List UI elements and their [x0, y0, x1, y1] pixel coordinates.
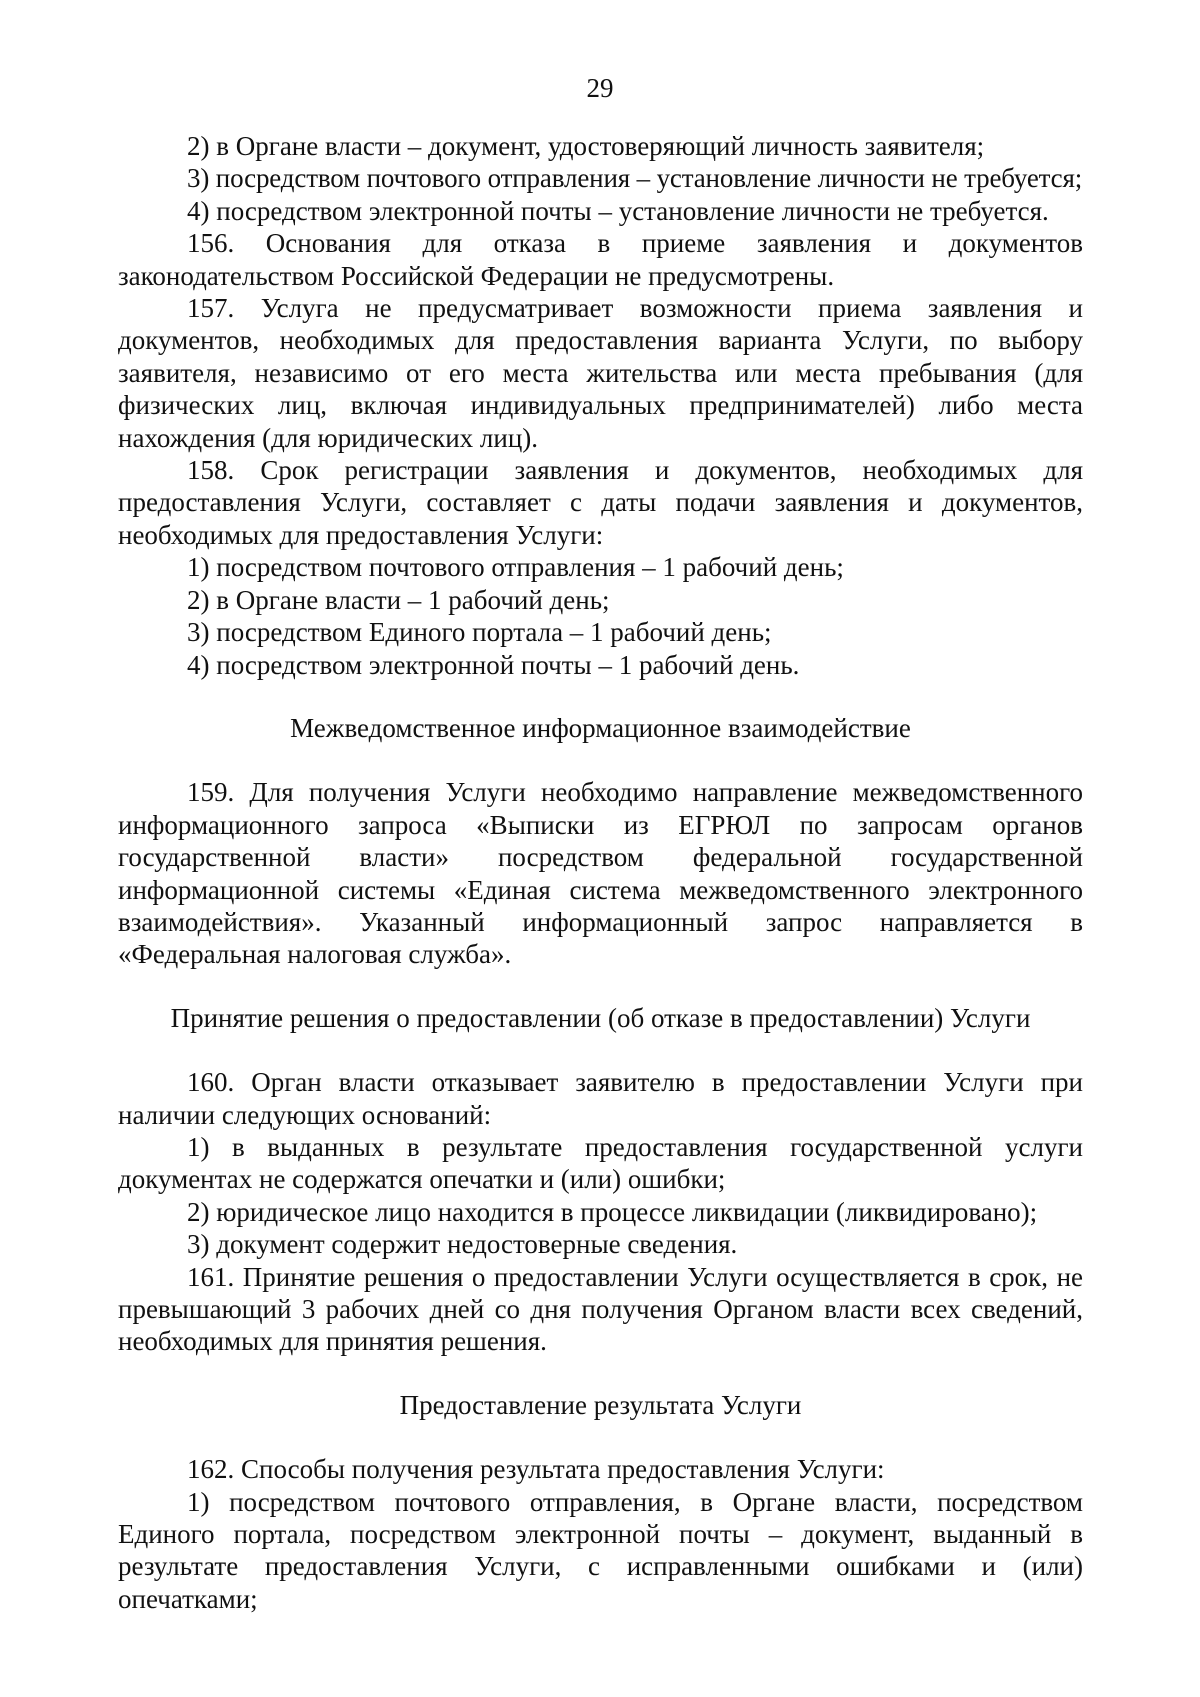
paragraph-162: 162. Способы получения результата предоставления Услуги:	[187, 1454, 885, 1485]
section-heading-decision: Принятие решения о предоставлении (об отказе в предоставлении) Услуги	[170, 1002, 1031, 1033]
list-item-158-3: 3) посредством Единого портала – 1 рабочий день;	[187, 617, 772, 648]
spacer	[118, 1421, 1083, 1453]
spacer	[118, 1358, 1083, 1389]
paragraph-157: 157. Услуга не предусматривает возможности приема заявления и документов, необходимых для предоставления варианта Услуги, по выбору заявителя, независимо от его места жительства или места пребывания (для физических лиц, включая индивидуальных предпринимателей) либо места нахождения (для юридических лиц).	[118, 293, 1083, 453]
document-body	[118, 130, 1083, 1615]
list-item-162-1: 1) посредством почтового отправления, в Органе власти, посредством Единого портала, посредством электронной почты – документ, выданный в результате предоставления Услуги, с исправленными ошибками и (или) опечатками;	[118, 1486, 1083, 1614]
paragraph-158: 158. Срок регистрации заявления и документов, необходимых для предоставления Услуги, составляет с даты подачи заявления и документов, необходимых для предоставления Услуги:	[118, 455, 1083, 550]
list-item-158-2: 2) в Органе власти – 1 рабочий день;	[187, 584, 610, 615]
spacer	[118, 971, 1083, 1002]
paragraph-159: 159. Для получения Услуги необходимо направление межведомственного информационного запроса «Выписки из ЕГРЮЛ по запросам органов государственной власти» посредством федеральной государственной информационной системы «Единая система межведомственного электронного взаимодействия». Указанный информационный запрос направляется в «Федеральная налоговая служба».	[118, 777, 1083, 970]
list-item-160-2: 2) юридическое лицо находится в процессе ликвидации (ликвидировано);	[187, 1196, 1038, 1227]
list-item-158-4: 4) посредством электронной почты – 1 рабочий день.	[187, 649, 800, 680]
spacer	[118, 744, 1083, 776]
paragraph-identity-authority: 2) в Органе власти – документ, удостоверяющий личность заявителя;	[187, 131, 985, 161]
list-item-158-1: 1) посредством почтового отправления – 1 рабочий день;	[187, 552, 844, 583]
spacer	[118, 1034, 1083, 1066]
section-heading-interagency: Межведомственное информационное взаимодействие	[290, 712, 911, 743]
paragraph-identity-post: 3) посредством почтового отправления – установление личности не требуется;	[187, 163, 1083, 194]
paragraph-161: 161. Принятие решения о предоставлении Услуги осуществляется в срок, не превышающий 3 рабочих дней со дня получения Органом власти всех сведений, необходимых для принятия решения.	[118, 1261, 1083, 1357]
spacer	[118, 681, 1083, 712]
paragraph-160: 160. Орган власти отказывает заявителю в предоставлении Услуги при наличии следующих оснований:	[118, 1067, 1083, 1130]
paragraph-156: 156. Основания для отказа в приеме заявления и документов законодательством Российской Федерации не предусмотрены.	[118, 228, 1083, 291]
list-item-160-3: 3) документ содержит недостоверные сведения.	[187, 1229, 738, 1260]
paragraph-identity-email: 4) посредством электронной почты – установление личности не требуется.	[187, 195, 1049, 226]
list-item-160-1: 1) в выданных в результате предоставления государственной услуги документах не содержатся опечатки и (или) ошибки;	[118, 1131, 1083, 1195]
page-number: 29	[586, 73, 614, 103]
section-heading-result: Предоставление результата Услуги	[399, 1389, 802, 1420]
